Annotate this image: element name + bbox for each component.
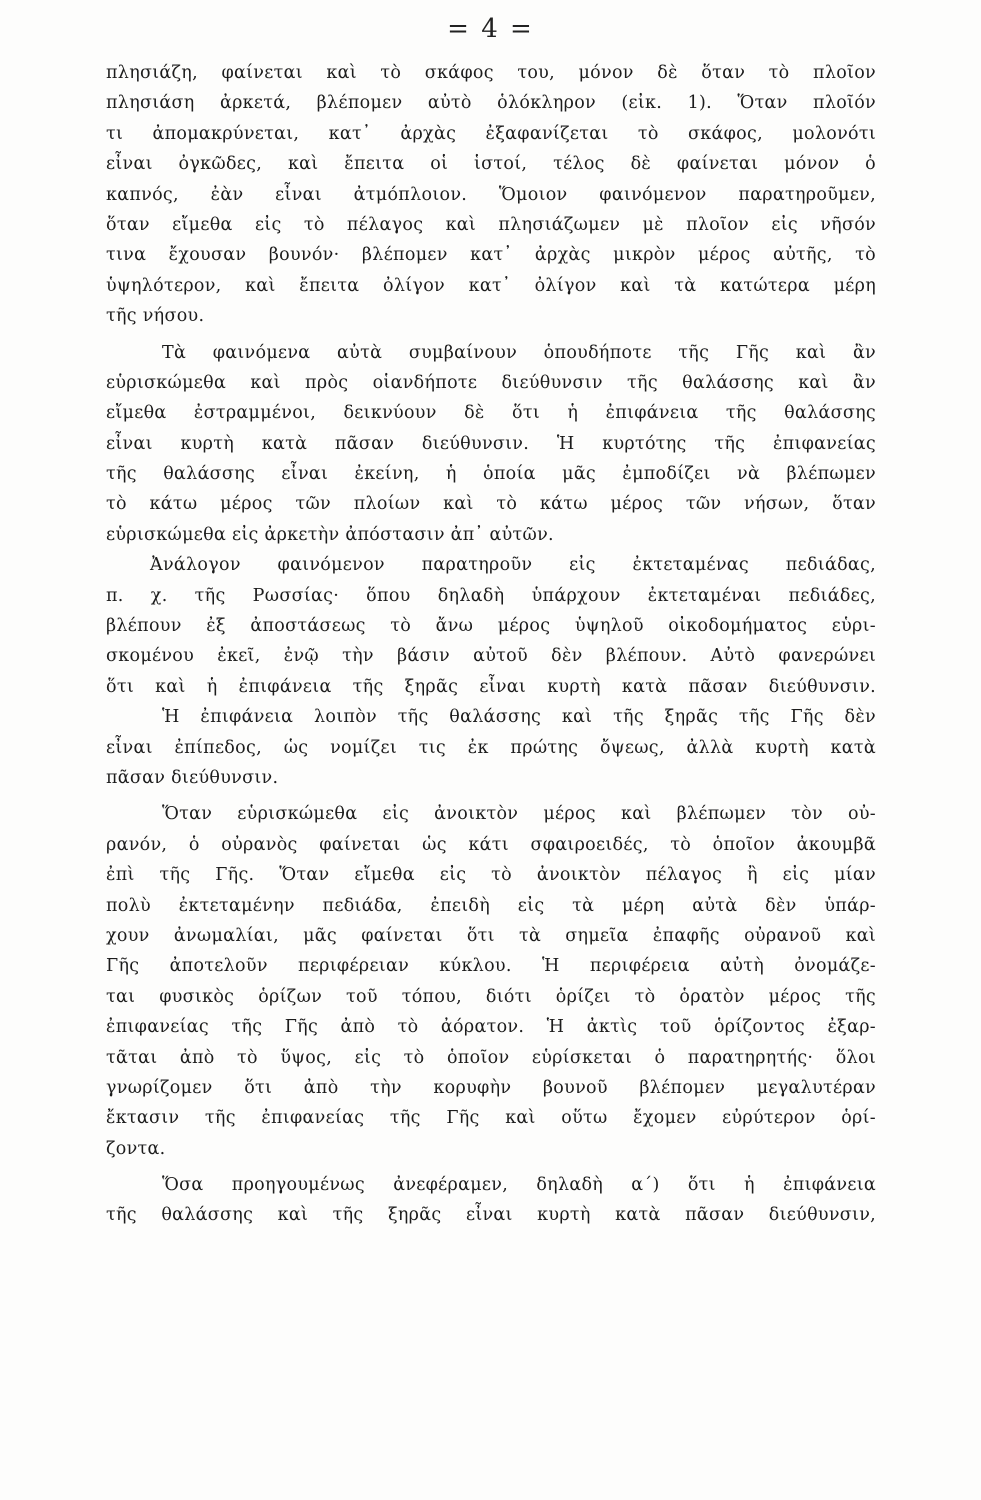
paragraph-3: [106, 550, 876, 702]
text-line: εἴμεθα ἐστραμμένοι, δεικνύουν δὲ ὅτι ἡ ἐπιφάνεια τῆς θαλάσσης: [106, 403, 876, 424]
text-line: εὑρισκώμεθα καὶ πρὸς οἱανδήποτε διεύθυνσιν τῆς θαλάσσης καὶ ἂν: [106, 372, 876, 393]
text-line: γνωρίζομεν ὅτι ἀπὸ τὴν κορυφὴν βουνοῦ βλέπομεν μεγαλυτέραν: [106, 1077, 876, 1098]
text-line: τῆς νήσου.: [106, 306, 205, 327]
text-line: ἐπιφανείας τῆς Γῆς ἀπὸ τὸ ἀόρατον. Ἡ ἀκτὶς τοῦ ὁρίζοντος ἐξαρ-: [106, 1017, 876, 1038]
text-line: πολὺ ἐκτεταμένην πεδιάδα, ἐπειδὴ εἰς τὰ μέρη αὐτὰ δὲν ὑπάρ-: [106, 895, 876, 916]
text-line: χουν ἀνωμαλίαι, μᾶς φαίνεται ὅτι τὰ σημεῖα ἐπαφῆς οὐρανοῦ καὶ: [106, 925, 876, 946]
text-line: τι ἀπομακρύνεται, κατ᾽ ἀρχὰς ἐξαφανίζεται τὸ σκάφος, μολονότι: [106, 123, 876, 144]
text-line: Ὅσα προηγουμένως ἀνεφέραμεν, δηλαδὴ α΄) ὅτι ἡ ἐπιφάνεια: [162, 1175, 876, 1196]
text-line: τᾶται ἀπὸ τὸ ὕψος, εἰς τὸ ὁποῖον εὑρίσκεται ὁ παρατηρητής· ὅλοι: [106, 1047, 876, 1068]
text-line: Ἀνάλογον φαινόμενον παρατηροῦν εἰς ἐκτεταμένας πεδιάδας,: [150, 555, 876, 576]
text-line: βλέπουν ἐξ ἀποστάσεως τὸ ἄνω μέρος ὑψηλοῦ οἰκοδομήματος εὑρι-: [106, 616, 876, 637]
text-line: Γῆς ἀποτελοῦν περιφέρειαν κύκλου. Ἡ περιφέρεια αὐτὴ ὀνομάζε-: [106, 956, 876, 977]
text-line: Τὰ φαινόμενα αὐτὰ συμβαίνουν ὁπουδήποτε τῆς Γῆς καὶ ἂν: [162, 342, 876, 363]
text-line: Ὅταν εὑρισκώμεθα εἰς ἀνοικτὸν μέρος καὶ βλέπωμεν τὸν οὐ-: [162, 804, 876, 825]
text-line: ἐπὶ τῆς Γῆς. Ὅταν εἴμεθα εἰς τὸ ἀνοικτὸν πέλαγος ἢ εἰς μίαν: [106, 865, 876, 886]
text-line: τὸ κάτω μέρος τῶν πλοίων καὶ τὸ κάτω μέρος τῶν νήσων, ὅταν: [106, 494, 876, 515]
text-line: πλησιάση ἀρκετά, βλέπομεν αὐτὸ ὁλόκληρον (εἰκ. 1). Ὅταν πλοῖόν: [106, 93, 876, 114]
text-line: τῆς θαλάσσης καὶ τῆς ξηρᾶς εἶναι κυρτὴ κατὰ πᾶσαν διεύθυνσιν,: [106, 1205, 876, 1226]
text-line: εὑρισκώμεθα εἰς ἀρκετὴν ἀπόστασιν ἀπ᾽ αὐτῶν.: [106, 524, 554, 545]
text-line: ὅτι καὶ ἡ ἐπιφάνεια τῆς ξηρᾶς εἶναι κυρτὴ κατὰ πᾶσαν διεύθυνσιν.: [106, 676, 876, 697]
body-text: [106, 58, 876, 1231]
text-line: τῆς θαλάσσης εἶναι ἐκείνη, ἡ ὁποία μᾶς ἐμποδίζει νὰ βλέπωμεν: [106, 464, 876, 485]
paragraph-6: [106, 1170, 876, 1231]
text-line: τινα ἔχουσαν βουνόν· βλέπομεν κατ᾽ ἀρχὰς μικρὸν μέρος αὐτῆς, τὸ: [106, 245, 876, 266]
paragraph-4: [106, 702, 876, 793]
paragraph-5: [106, 799, 876, 1164]
text-line: ἔκτασιν τῆς ἐπιφανείας τῆς Γῆς καὶ οὕτω ἔχομεν εὐρύτερον ὁρί-: [106, 1108, 876, 1129]
text-line: ὑψηλότερον, καὶ ἔπειτα ὀλίγον κατ᾽ ὀλίγον καὶ τὰ κατώτερα μέρη: [106, 275, 876, 296]
text-line: ζοντα.: [106, 1138, 166, 1159]
paragraph-1: [106, 58, 876, 332]
text-line: ὅταν εἴμεθα εἰς τὸ πέλαγος καὶ πλησιάζωμεν μὲ πλοῖον εἰς νῆσόν: [106, 214, 876, 235]
text-line: σκομένου ἐκεῖ, ἐνῷ τὴν βάσιν αὐτοῦ δὲν βλέπουν. Αὐτὸ φανερώνει: [106, 646, 876, 667]
text-line: πλησιάζη, φαίνεται καὶ τὸ σκάφος του, μόνον δὲ ὅταν τὸ πλοῖον: [106, 63, 876, 83]
text-line: εἶναι κυρτὴ κατὰ πᾶσαν διεύθυνσιν. Ἡ κυρτότης τῆς ἐπιφανείας: [106, 433, 876, 454]
text-line: εἶναι ὀγκῶδες, καὶ ἔπειτα οἱ ἱστοί, τέλος δὲ φαίνεται μόνον ὁ: [106, 154, 876, 175]
text-line: ται φυσικὸς ὁρίζων τοῦ τόπου, διότι ὁρίζει τὸ ὁρατὸν μέρος τῆς: [106, 986, 876, 1007]
text-line: καπνός, ἐὰν εἶναι ἀτμόπλοιον. Ὅμοιον φαινόμενον παρατηροῦμεν,: [106, 184, 876, 205]
page-number: = 4 =: [447, 14, 534, 44]
paragraph-2: [106, 338, 876, 551]
text-line: πᾶσαν διεύθυνσιν.: [106, 767, 279, 788]
text-line: ρανόν, ὁ οὐρανὸς φαίνεται ὡς κάτι σφαιροειδές, τὸ ὁποῖον ἀκουμβᾶ: [106, 834, 876, 855]
text-line: εἶναι ἐπίπεδος, ὡς νομίζει τις ἐκ πρώτης ὄψεως, ἀλλὰ κυρτὴ κατὰ: [106, 737, 876, 758]
text-line: π. χ. τῆς Ρωσσίας· ὅπου δηλαδὴ ὑπάρχουν ἐκτεταμέναι πεδιάδες,: [106, 585, 876, 606]
text-line: Ἡ ἐπιφάνεια λοιπὸν τῆς θαλάσσης καὶ τῆς ξηρᾶς τῆς Γῆς δὲν: [162, 707, 876, 728]
